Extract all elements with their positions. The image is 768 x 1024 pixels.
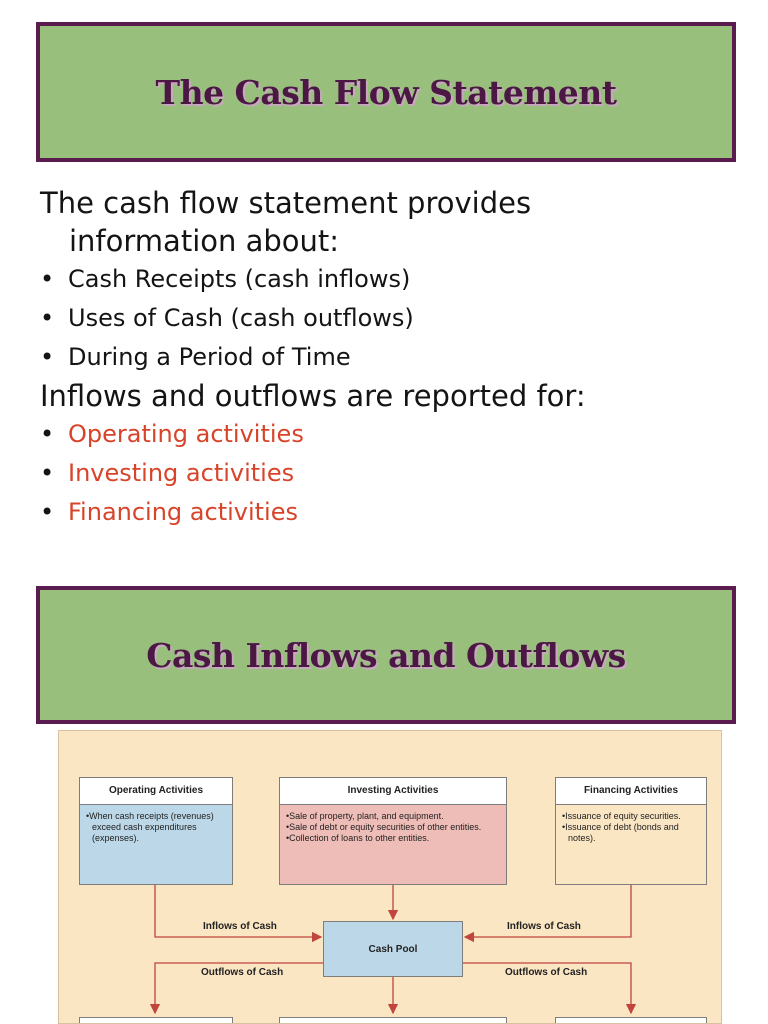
bullet-dot-icon: • [40, 498, 55, 526]
slide2-title: Cash Inflows and Outflows [146, 635, 626, 675]
activity-item [40, 454, 740, 493]
investing-header: Investing Activities [280, 778, 506, 805]
bottom-box-left [79, 1017, 233, 1024]
intro-line-2: information about: [69, 224, 340, 258]
investing-activities-box [279, 777, 507, 885]
cash-pool-box [323, 921, 463, 977]
bullet-dot-icon: • [40, 459, 55, 487]
cash-pool-label: Cash Pool [368, 943, 418, 955]
bullet-item [40, 299, 740, 338]
bottom-box-center [279, 1017, 507, 1024]
activity-text: Financing activities [68, 498, 298, 526]
investing-item: • Collection of loans to other entities. [286, 833, 500, 844]
activity-text: Investing activities [68, 459, 295, 487]
operating-item: • When cash receipts (revenues) exceed cash expenditures (expenses). [86, 811, 226, 844]
activity-item [40, 415, 740, 454]
cash-flow-diagram [58, 730, 722, 1024]
financing-header: Financing Activities [556, 778, 706, 805]
intro-line-1: The cash flow statement provides [40, 186, 532, 220]
slide1-title: The Cash Flow Statement [155, 72, 617, 112]
bullet-dot-icon: • [40, 420, 55, 448]
financing-activities-box [555, 777, 707, 885]
slide1-content [40, 184, 740, 532]
slide2-title-banner [36, 586, 736, 724]
inflows-label-right: Inflows of Cash [507, 921, 581, 932]
bullet-text: Uses of Cash (cash outflows) [68, 304, 414, 332]
bullet-dot-icon: • [40, 304, 55, 332]
operating-header: Operating Activities [80, 778, 232, 805]
slide1-title-banner [36, 22, 736, 162]
activity-item [40, 493, 740, 532]
bullet-item [40, 338, 740, 377]
bullet-dot-icon: • [40, 343, 55, 371]
activity-text: Operating activities [68, 420, 304, 448]
investing-item: • Sale of debt or equity securities of other entities. [286, 822, 500, 833]
operating-activities-box [79, 777, 233, 885]
bullet-text: During a Period of Time [68, 343, 351, 371]
inflows-label-left: Inflows of Cash [203, 921, 277, 932]
bullet-dot-icon: • [40, 265, 55, 293]
bottom-box-right [555, 1017, 707, 1024]
financing-item: • Issuance of debt (bonds and notes). [562, 822, 700, 844]
bullet-text: Cash Receipts (cash inflows) [68, 265, 411, 293]
outflows-label-right: Outflows of Cash [505, 967, 588, 978]
outflows-label-left: Outflows of Cash [201, 967, 284, 978]
financing-item: • Issuance of equity securities. [562, 811, 700, 822]
reported-line: Inflows and outflows are reported for: [40, 379, 586, 413]
investing-item: • Sale of property, plant, and equipment. [286, 811, 500, 822]
bullet-item [40, 260, 740, 299]
